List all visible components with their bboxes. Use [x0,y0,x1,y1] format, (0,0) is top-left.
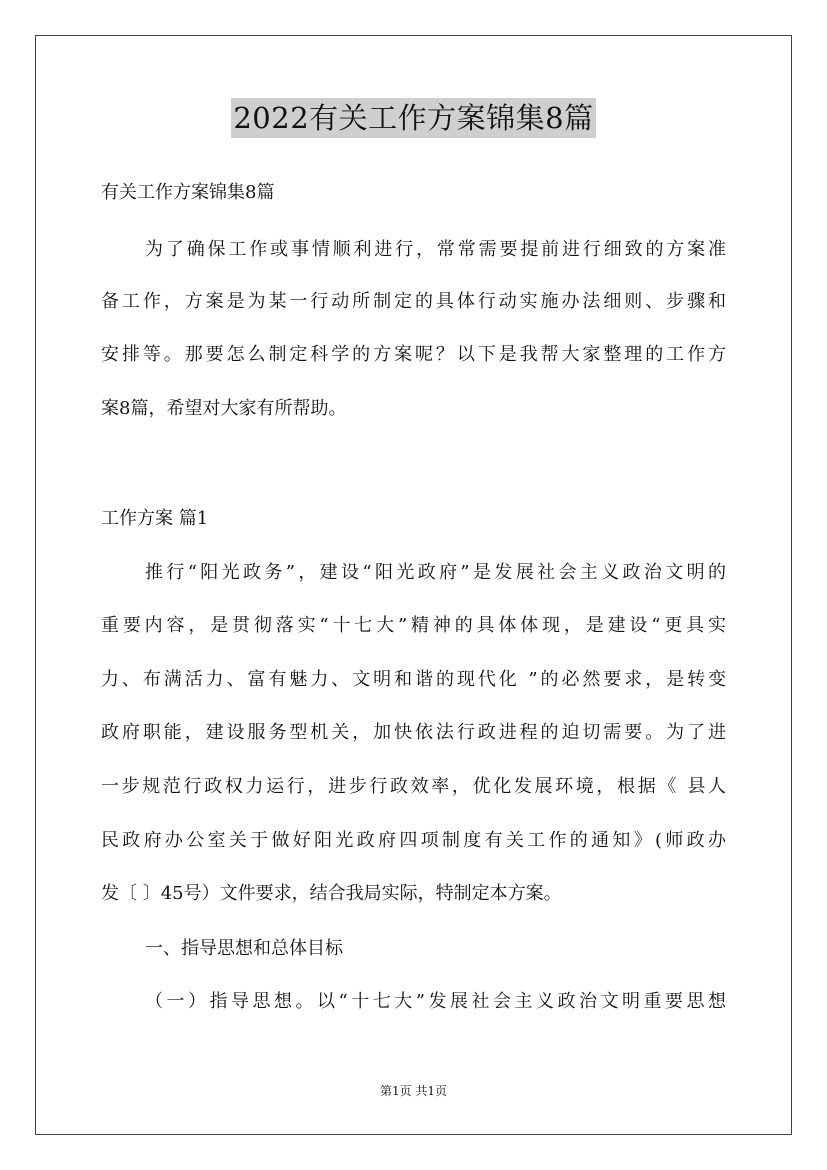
page-footer: 第1页 共1页 [379,1084,448,1098]
paragraph-line: 案8篇，希望对大家有所帮助。 [101,398,347,419]
paragraph-line: 政府职能，建设服务型机关，加快依法行政进程的迫切需要。为了进 [101,722,726,743]
paragraph-line: 为了确保工作或事情顺利进行，常常需要提前进行细致的方案准 [145,239,726,260]
subsection-heading: 一、指导思想和总体目标 [145,938,343,959]
subtitle-line: 有关工作方案锦集8篇 [101,182,275,203]
paragraph-line: 推行“阳光政务”，建设“阳光政府”是发展社会主义政治文明的 [145,562,726,583]
paragraph-line: 民政府办公室关于做好阳光政府四项制度有关工作的通知》(师政办 [101,830,726,851]
title-container [0,98,827,138]
paragraph-line: 一步规范行政权力运行，进步行政效率，优化发展环境，根据《 县人 [101,776,726,797]
section-heading: 工作方案 篇1 [101,508,209,529]
paragraph-line: 安排等。那要怎么制定科学的方案呢？以下是我帮大家整理的工作方 [101,344,726,365]
paragraph-line: 备工作，方案是为某一行动所制定的具体行动实施办法细则、步骤和 [101,291,726,312]
document-title: 2022有关工作方案锦集8篇 [231,98,595,138]
paragraph-line: 发〔 〕45号）文件要求，结合我局实际，特制定本方案。 [101,883,562,904]
paragraph-line: （一）指导思想。以“十七大”发展社会主义政治文明重要思想 [145,991,726,1012]
paragraph-line: 力、布满活力、富有魅力、文明和谐的现代化 ”的必然要求，是转变 [101,669,726,690]
paragraph-line: 重要内容，是贯彻落实“十七大”精神的具体体现，是建设“更具实 [101,615,726,636]
